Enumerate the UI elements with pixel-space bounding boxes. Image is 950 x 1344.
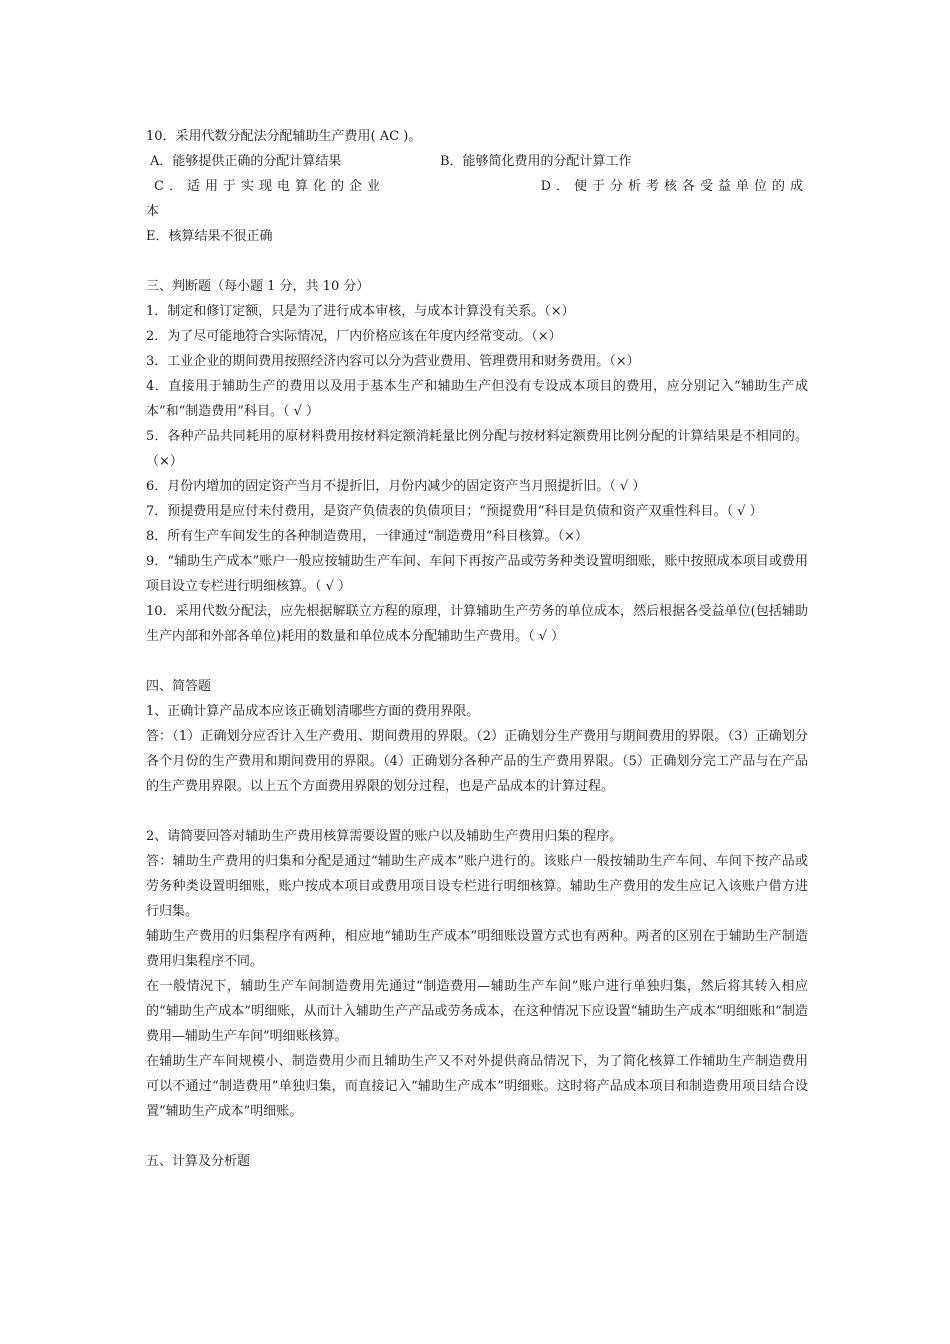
judge-section-heading: 三、判断题（每小题 1 分，共 10 分）: [146, 279, 370, 294]
mc-option-e: E．核算结果不很正确: [146, 229, 273, 244]
judge-item-1: 1．制定和修订定额，只是为了进行成本审核，与成本计算没有关系。（×）: [146, 304, 575, 319]
judge-item-5: 5．各种产品共同耗用的原材料费用按材料定额消耗量比例分配与按材料定额费用比例分配的计算结果是不相同的。（×）: [146, 429, 808, 469]
calc-section-heading: 五、计算及分析题: [146, 1154, 251, 1169]
mc-option-d-continuation: 本: [146, 204, 160, 219]
mc-option-a: A．能够提供正确的分配计算结果: [150, 154, 342, 169]
paragraph-gap: [146, 799, 808, 824]
short-answer-2-para-3: 在一般情况下，辅助生产车间制造费用先通过“制造费用—辅助生产车间”账户进行单独归集，然后将其转入相应的“辅助生产成本”明细账，从而计入辅助生产产品或劳务成本，在这种情况下应设置“辅助生产成本”明细账和“制造费用—辅助生产车间”明细账核算。: [146, 979, 808, 1044]
judge-item-6: 6．月份内增加的固定资产当月不提折旧，月份内减少的固定资产当月照提折旧。（ √ ）: [146, 479, 646, 494]
short-answer-2-para-4: 在辅助生产车间规模小、制造费用少而且辅助生产又不对外提供商品情况下，为了简化核算工作辅助生产制造费用可以不通过“制造费用”单独归集，而直接记入“辅助生产成本”明细账。这时将产品成本项目和制造费用项目结合设置“辅助生产成本”明细账。: [146, 1054, 808, 1119]
short-answer-1: 答：（1）正确划分应否计入生产费用、期间费用的界限。（2）正确划分生产费用与期间费用的界限。（3）正确划分各个月份的生产费用和期间费用的界限。（4）正确划分各种产品的生产费用界限。（5）正确划分完工产品与在产品的生产费用界限。以上五个方面费用界限的划分过程，也是产品成本的计算过程。: [146, 729, 808, 794]
section-gap: [146, 249, 808, 274]
judge-item-2: 2．为了尽可能地符合实际情况，厂内价格应该在年度内经常变动。（×）: [146, 329, 562, 344]
mc-option-c: C．适用于实现电算化的企业: [154, 179, 385, 194]
short-question-2: 2、请简要回答对辅助生产费用核算需要设置的账户以及辅助生产费用归集的程序。: [146, 829, 623, 844]
short-answer-2-para-1: 答：辅助生产费用的归集和分配是通过“辅助生产成本”账户进行的。该账户一般按辅助生产车间、车间下按产品或劳务种类设置明细账，账户按成本项目或费用项目设专栏进行明细核算。辅助生产费用的发生应记入该账户借方进行归集。: [146, 854, 808, 919]
judge-item-7: 7．预提费用是应付未付费用，是资产负债表的负债项目；“预提费用”科目是负债和资产双重性科目。（ √ ）: [146, 504, 763, 519]
section-gap: [146, 649, 808, 674]
judge-item-3: 3．工业企业的期间费用按照经济内容可以分为营业费用、管理费用和财务费用。（×）: [146, 354, 640, 369]
judge-item-8: 8．所有生产车间发生的各种制造费用，一律通过“制造费用”科目核算。（×）: [146, 529, 588, 544]
short-answer-2-para-2: 辅助生产费用的归集程序有两种，相应地“辅助生产成本”明细账设置方式也有两种。两者的区别在于辅助生产制造费用归集程序不同。: [146, 929, 808, 969]
judge-item-9: 9．“辅助生产成本”账户一般应按辅助生产车间、车间下再按产品或劳务种类设置明细账，账中按照成本项目或费用项目设立专栏进行明细核算。（ √ ）: [146, 554, 808, 594]
mc-options-row-ab: [146, 149, 808, 174]
judge-item-10: 10．采用代数分配法，应先根据解联立方程的原理，计算辅助生产劳务的单位成本，然后根据各受益单位(包括辅助生产内部和外部各单位)耗用的数量和单位成本分配辅助生产费用。（ √ ）: [146, 604, 808, 644]
document-page: [146, 124, 808, 1174]
section-gap: [146, 1124, 808, 1149]
short-answer-section-heading: 四、简答题: [146, 679, 212, 694]
short-question-1: 1、正确计算产品成本应该正确划清哪些方面的费用界限。: [146, 704, 480, 719]
mc-option-d: D．便于分析考核各受益单位的成: [540, 179, 808, 194]
mc-option-b: B．能够简化费用的分配计算工作: [440, 154, 632, 169]
mc-options-row-cd: [146, 174, 808, 199]
mc-question-10: 10．采用代数分配法分配辅助生产费用( AC )。: [146, 129, 422, 144]
judge-item-4: 4．直接用于辅助生产的费用以及用于基本生产和辅助生产但没有专设成本项目的费用，应分别记入“辅助生产成本”和“制造费用”科目。（ √ ）: [146, 379, 808, 419]
